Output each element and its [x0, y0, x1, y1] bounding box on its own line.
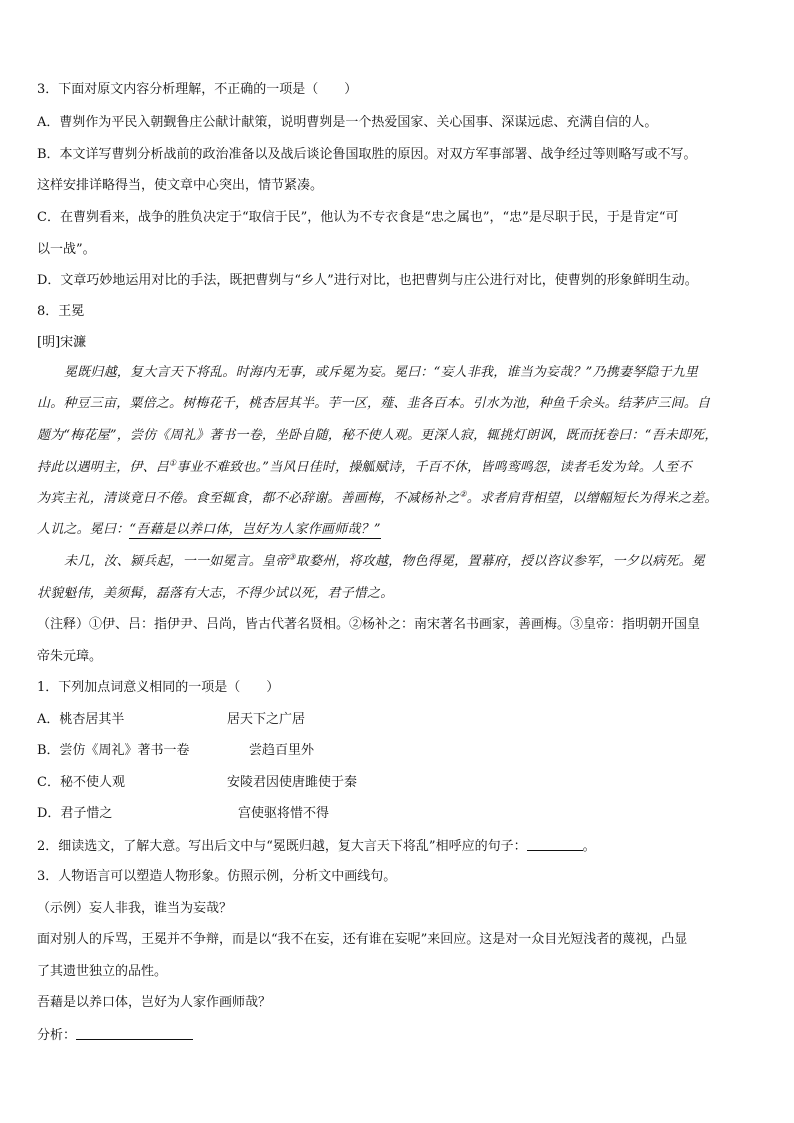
q2-line [37, 837, 760, 856]
passage-text-segment: 。求者肩背相望，以缯幅短长为得米之差。 [466, 491, 718, 506]
q3-prev-option-d: D．文章巧妙地运用对比的手法，既把曹刿与“乡人”进行对比，也把曹刿与庄公进行对比，使曹刿的形象鲜明生动。 [37, 273, 698, 288]
footnote-marker-2: ② [459, 489, 467, 499]
passage-p1-line1: 冕既归越，复大言天下将乱。时海内无事，或斥冕为妄。冕曰：“妄人非我，谁当为妄哉？”乃携妻孥隐于九里 [64, 365, 699, 380]
q2-end-punct: 。 [582, 839, 596, 854]
q1-option-c-right: 安陵君因使唐雎使于秦 [227, 775, 358, 790]
passage-p2-line1 [64, 553, 760, 571]
passage-p1-line5 [37, 490, 760, 508]
q1-option-a-right: 居天下之广居 [227, 712, 306, 727]
q3-example-analysis-line2: 了其遗世独立的品性。 [37, 964, 168, 979]
q1-option-b-left: B．尝仿《周礼》著书一卷 [37, 743, 190, 758]
passage-number-title: 8．王冕 [37, 304, 85, 319]
footnote-marker-1: ① [169, 458, 177, 468]
passage-p1-line2: 山。种豆三亩，粟倍之。树梅花千，桃杏居其半。芋一区，薤、韭各百本。引水为池，种鱼千余头。结茅庐三间。自 [37, 396, 711, 411]
passage-text-segment: 未几，汝、颍兵起，一一如冕言。皇帝 [64, 554, 289, 569]
q3-answer-blank[interactable] [76, 1026, 193, 1040]
passage-author: [明]宋濂 [37, 335, 87, 350]
q3-prev-option-a: A．曹刿作为平民入朝觐鲁庄公献计献策，说明曹刿是一个热爱国家、关心国事、深谋远虑、充满自信的人。 [37, 115, 658, 130]
q3-prev-stem: 3．下面对原文内容分析理解，不正确的一项是（ ） [37, 82, 358, 97]
footnote-marker-3: ③ [288, 552, 296, 562]
passage-p1-line3: 题为“梅花屋”，尝仿《周礼》著书一卷，坐卧自随，秘不使人观。更深人寂，辄挑灯朗讽，既而抚卷曰：“吾未即死， [37, 428, 718, 443]
q3-answer-line [37, 1026, 760, 1045]
q1-option-d-right: 宫使驱将惜不得 [238, 806, 330, 821]
passage-text-segment: 取婺州，将攻越，物色得冕，置幕府，授以咨议参军，一夕以病死。冕 [295, 554, 705, 569]
q3-example-analysis-line1: 面对别人的斥骂，王冕并不争辩，而是以“我不在妄，还有谁在妄呢”来回应。这是对一众目光短浅者的蔑视，凸显 [37, 932, 688, 947]
passage-text-segment: 事业不难致也。”当风日佳时，操觚赋诗，千百不休，皆鸣鸾鸣怨，读者毛发为耸。人至不 [176, 460, 692, 475]
q3-prev-option-c-line2: 以一战”。 [37, 242, 96, 257]
q3-prev-option-c-line1: C．在曹刿看来，战争的胜负决定于“取信于民”，他认为不专衣食是“忠之属也”，“忠”是尽职于民，于是肯定“可 [37, 210, 679, 225]
underlined-sentence: “吾藉是以养口体，岂好为人家作画师哉？” [129, 522, 381, 537]
passage-p1-line6 [37, 521, 760, 539]
q2-stem: 2．细读选文，了解大意。写出后文中与“冕既归越，复大言天下将乱”相呼应的句子： [37, 839, 527, 854]
q1-option-c-left: C．秘不使人观 [37, 775, 125, 790]
notes-line2: 帝朱元璋。 [37, 649, 103, 664]
passage-p1-line4 [37, 459, 760, 477]
passage-text-segment: 持此以遇明主，伊、吕 [37, 460, 170, 475]
q1-option-d-left: D．君子惜之 [37, 806, 113, 821]
passage-text-segment: 人讥之。冕曰： [37, 522, 130, 537]
q1-option-b-right: 尝趋百里外 [249, 743, 315, 758]
passage-p2-line2: 状貌魁伟，美须髯，磊落有大志，不得少试以死，君子惜之。 [37, 586, 394, 601]
passage-text-segment: 为宾主礼，清谈竟日不倦。食至辄食，都不必辞谢。善画梅，不减杨补之 [37, 491, 460, 506]
q3-stem: 3．人物语言可以塑造人物形象。仿照示例，分析文中画线句。 [37, 869, 397, 884]
q3-example: （示例）妄人非我，谁当为妄哉？ [37, 901, 233, 916]
q1-stem: 1．下列加点词意义相同的一项是（ ） [37, 680, 280, 695]
q3-prev-option-b-line1: B．本文详写曹刿分析战前的政治准备以及战后谈论鲁国取胜的原因。对双方军事部署、战争经过等则略写或不写。 [37, 147, 697, 162]
q3-prev-option-b-line2: 这样安排详略得当，使文章中心突出，情节紧凑。 [37, 178, 324, 193]
q3-quote: 吾藉是以养口体，岂好为人家作画师哉？ [37, 995, 272, 1010]
q1-option-a-left: A．桃杏居其半 [37, 712, 125, 727]
notes-line1: （注释）①伊、吕：指伊尹、吕尚，皆古代著名贤相。②杨补之：南宋著名书画家，善画梅。③皇帝：指明朝开国皇 [37, 617, 701, 632]
q3-answer-label: 分析： [37, 1028, 77, 1043]
q2-answer-blank[interactable] [527, 837, 583, 851]
